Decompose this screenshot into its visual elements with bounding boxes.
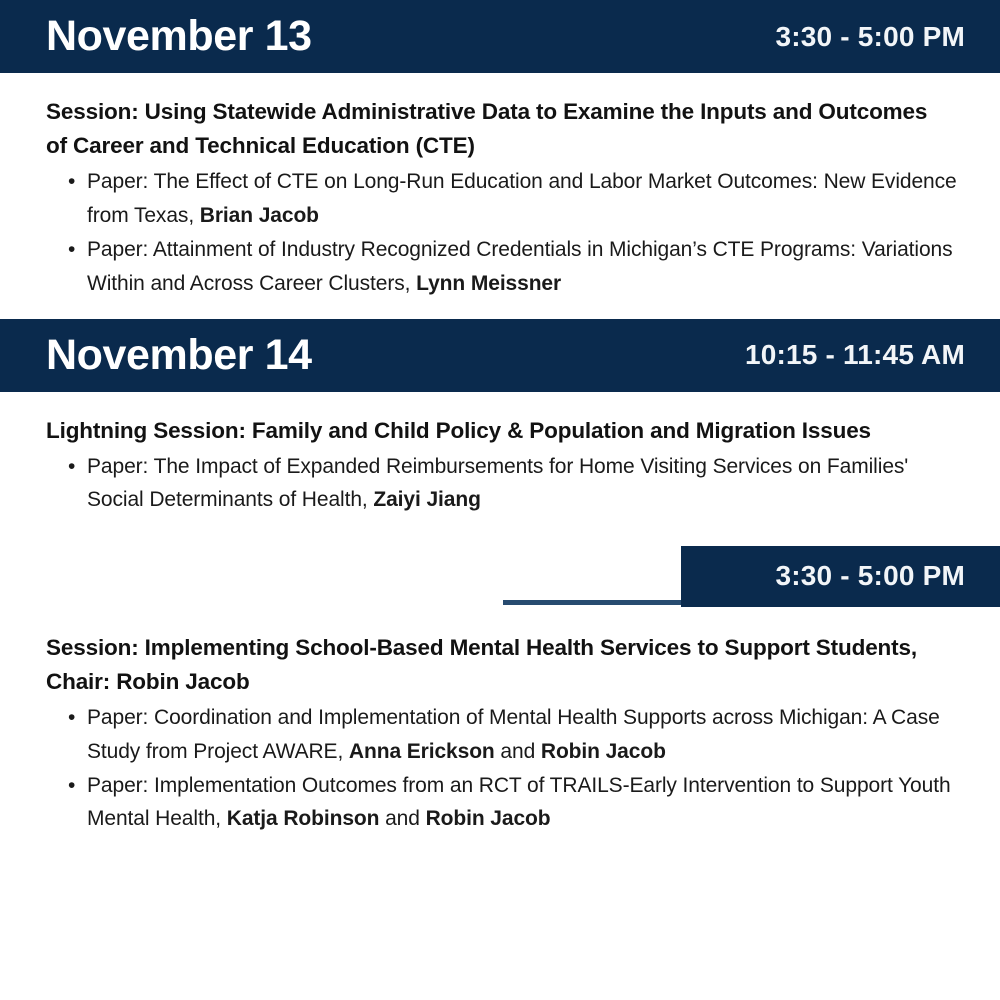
paper-authors-secondary: Robin Jacob xyxy=(540,739,666,763)
session-title: Lightning Session: Family and Child Policy & Population and Migration Issues xyxy=(46,417,871,443)
paper-author-separator: and xyxy=(494,739,541,763)
paper-list xyxy=(46,450,970,517)
paper-authors: Brian Jacob xyxy=(199,203,319,227)
paper-title: Paper: The Impact of Expanded Reimbursements for Home Visiting Services on Families' Social Determinants of Health, xyxy=(87,455,909,512)
day-header-november-13 xyxy=(0,0,1000,73)
day-header-date: November 14 xyxy=(46,330,312,379)
day-header-time: 10:15 - 11:45 AM xyxy=(744,339,965,371)
session-block-cte xyxy=(0,73,1000,319)
session-block-lightning xyxy=(0,392,1000,536)
list-item xyxy=(46,233,970,300)
paper-authors: Zaiyi Jiang xyxy=(373,488,481,512)
list-item xyxy=(46,769,970,836)
paper-title: Paper: Coordination and Implementation of Mental Health Supports across Michigan: A Case Study from Project AWARE, xyxy=(87,706,940,763)
day-header-date: November 13 xyxy=(46,12,312,60)
time-band-time: 3:30 - 5:00 PM xyxy=(775,560,965,592)
list-item xyxy=(46,701,970,768)
list-item xyxy=(46,165,970,232)
paper-authors: Katja Robinson xyxy=(226,807,380,831)
list-item xyxy=(46,450,970,517)
paper-author-separator: and xyxy=(379,807,426,831)
paper-list xyxy=(46,701,970,836)
paper-authors: Anna Erickson xyxy=(348,739,495,763)
session-block-mental-health xyxy=(0,609,1000,855)
day-header-november-14 xyxy=(0,319,1000,392)
time-band-afternoon xyxy=(0,536,1000,609)
paper-list xyxy=(46,165,970,300)
paper-title: Paper: Implementation Outcomes from an RCT of TRAILS-Early Intervention to Support Youth Mental Health, xyxy=(87,773,951,831)
session-title: Session: Implementing School-Based Mental Health Services to Support Students, Chair: Robin Jacob xyxy=(46,634,917,694)
paper-authors: Lynn Meissner xyxy=(416,271,562,295)
paper-title: Paper: Attainment of Industry Recognized Credentials in Michigan’s CTE Programs: Variations Within and Across Career Clusters, xyxy=(87,238,953,295)
time-band-block xyxy=(681,546,1000,607)
paper-title: Paper: The Effect of CTE on Long-Run Education and Labor Market Outcomes: New Evidence from Texas, xyxy=(87,170,957,227)
day-header-time: 3:30 - 5:00 PM xyxy=(775,20,965,52)
session-title: Session: Using Statewide Administrative Data to Examine the Inputs and Outcomes of Career and Technical Education (CTE) xyxy=(46,99,928,159)
paper-authors-secondary: Robin Jacob xyxy=(425,807,551,831)
